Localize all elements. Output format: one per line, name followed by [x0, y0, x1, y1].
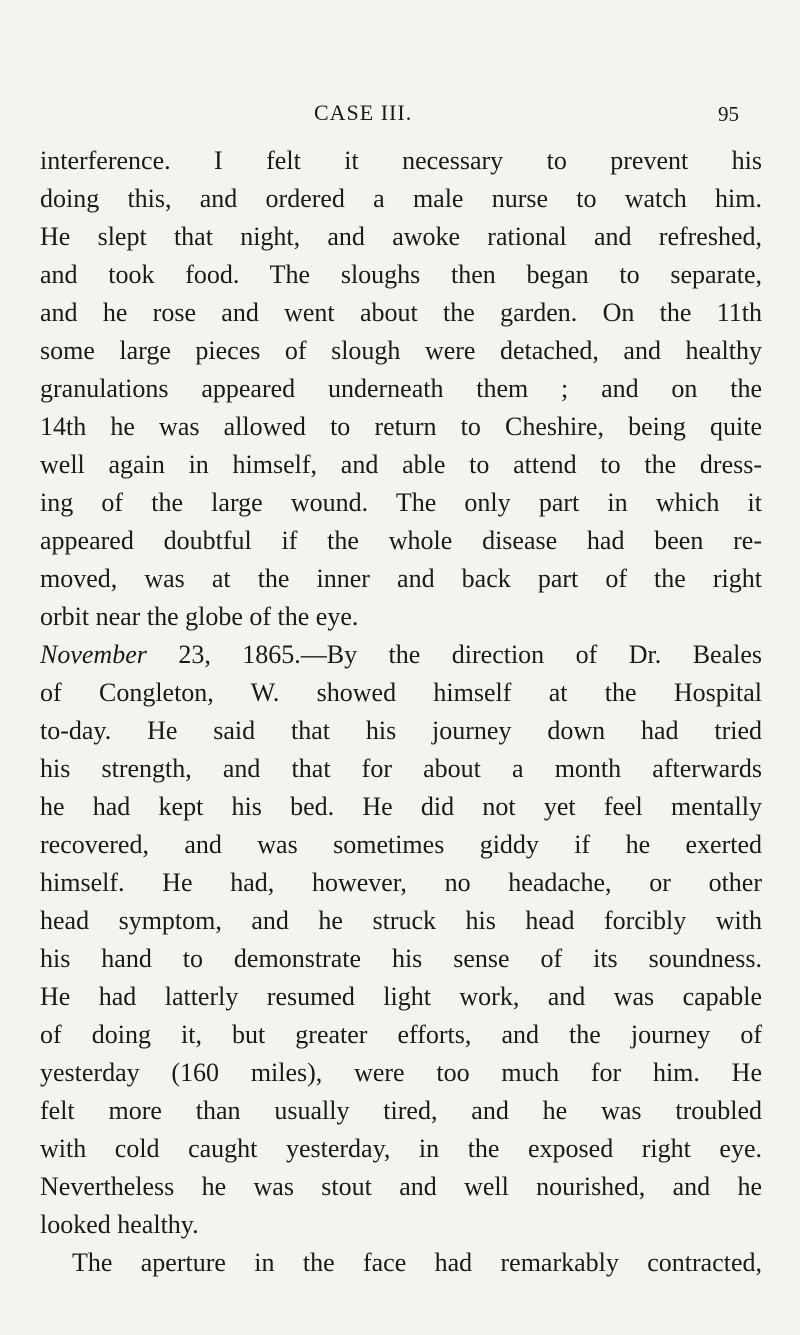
text-line: granulations appeared underneath them ; and on the	[40, 374, 762, 403]
text-line: some large pieces of slough were detached, and healthy	[40, 336, 762, 365]
text-line: moved, was at the inner and back part of the right	[40, 564, 762, 593]
page-number: 95	[718, 102, 739, 126]
date-continuation: 23, 1865.—By the direction of Dr. Beales	[178, 640, 762, 669]
text-line: well again in himself, and able to attend to the dress-	[40, 450, 762, 479]
text-line: doing this, and ordered a male nurse to watch him.	[40, 184, 762, 213]
text-line: appeared doubtful if the whole disease had been re-	[40, 526, 762, 555]
text-line: He had latterly resumed light work, and was capable	[40, 982, 762, 1011]
text-line: himself. He had, however, no headache, or other	[40, 868, 762, 897]
text-line: and took food. The sloughs then began to separate,	[40, 260, 762, 289]
text-line: head symptom, and he struck his head forcibly with	[40, 906, 762, 935]
text-line: and he rose and went about the garden. On the 11th	[40, 298, 762, 327]
text-line: his strength, and that for about a month afterwards	[40, 754, 762, 783]
text-line: with cold caught yesterday, in the exposed right eye.	[40, 1134, 762, 1163]
text-line: 14th he was allowed to return to Cheshire, being quite	[40, 412, 762, 441]
text-line: of Congleton, W. showed himself at the Hospital	[40, 678, 762, 707]
text-line: recovered, and was sometimes giddy if he exerted	[40, 830, 762, 859]
text-line: to-day. He said that his journey down had tried	[40, 716, 762, 745]
text-line: Nevertheless he was stout and well nourished, and he	[40, 1172, 762, 1201]
running-head	[0, 100, 800, 130]
text-line: The aperture in the face had remarkably contracted,	[72, 1248, 762, 1277]
date-heading: November	[40, 640, 147, 669]
text-line: orbit near the globe of the eye.	[40, 602, 359, 631]
running-title: CASE III.	[314, 100, 413, 125]
text-line: yesterday (160 miles), were too much for him. He	[40, 1058, 762, 1087]
text-line: he had kept his bed. He did not yet feel mentally	[40, 792, 762, 821]
text-line: interference. I felt it necessary to prevent his	[40, 146, 762, 175]
text-line: looked healthy.	[40, 1210, 199, 1239]
dated-paragraph-line	[40, 636, 762, 674]
text-line: of doing it, but greater efforts, and the journey of	[40, 1020, 762, 1049]
text-line: felt more than usually tired, and he was troubled	[40, 1096, 762, 1125]
text-line: ing of the large wound. The only part in which it	[40, 488, 762, 517]
text-line: his hand to demonstrate his sense of its soundness.	[40, 944, 762, 973]
text-line: He slept that night, and awoke rational and refreshed,	[40, 222, 762, 251]
